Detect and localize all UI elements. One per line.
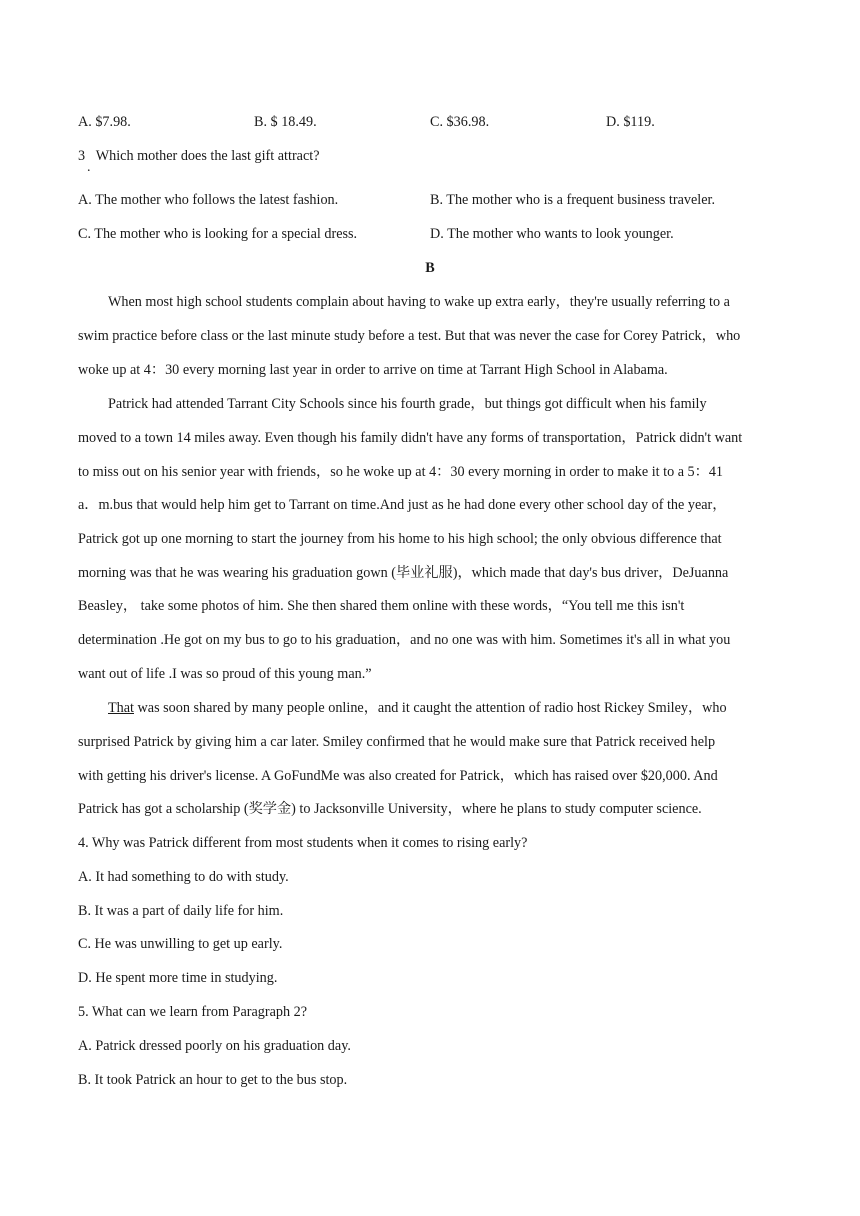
q2-option-c: C. $36.98. [430, 114, 490, 130]
p1-line-1: When most high school students complain about having to wake up extra early，they're usually referring to a [108, 294, 730, 310]
q2-option-a: A. $7.98. [78, 114, 131, 130]
p3-underlined-that: That [108, 700, 134, 716]
q5-option-a: A. Patrick dressed poorly on his graduation day. [78, 1038, 351, 1054]
q5-question: 5. What can we learn from Paragraph 2? [78, 1004, 308, 1020]
q3-dot: . [87, 160, 91, 175]
p3-line-3: with getting his driver's license. A GoFundMe was also created for Patrick，which has raised over $20,000. And [78, 768, 718, 784]
p2-line-9: want out of life .I was so proud of this young man.” [78, 666, 372, 682]
q3-question [78, 147, 320, 165]
p2-line-8: determination .He got on my bus to go to his graduation，and no one was with him. Sometimes it's all in what you [78, 632, 731, 648]
q4-option-d: D. He spent more time in studying. [78, 970, 278, 986]
q4-option-c: C. He was unwilling to get up early. [78, 936, 283, 952]
p2-line-6: morning was that he was wearing his graduation gown (毕业礼服)，which made that day's bus driver，DeJuanna [78, 565, 729, 581]
p2-line-4: a．m.bus that would help him get to Tarrant on time.And just as he had done every other school day of the year， [78, 497, 727, 513]
p1-line-2: swim practice before class or the last minute study before a test. But that was never the case for Corey Patrick，who [78, 328, 741, 344]
q2-option-d: D. $119. [606, 114, 655, 130]
p3-line-1-rest: was soon shared by many people online，and it caught the attention of radio host Rickey Smiley，who [134, 700, 727, 716]
p2-line-3: to miss out on his senior year with friends，so he woke up at 4：30 every morning in order to make it to a 5：41 [78, 464, 724, 480]
p2-line-1: Patrick had attended Tarrant City Schools since his fourth grade，but things got difficult when his family [108, 396, 707, 412]
p3-line-4: Patrick has got a scholarship (奖学金) to Jacksonville University，where he plans to study computer science. [78, 801, 702, 817]
q3-option-c: C. The mother who is looking for a special dress. [78, 226, 358, 242]
q3-option-a: A. The mother who follows the latest fashion. [78, 192, 339, 208]
p1-line-3: woke up at 4：30 every morning last year in order to arrive on time at Tarrant High School in Alabama. [78, 362, 668, 378]
q3-number: 3 [78, 148, 86, 164]
q4-question: 4. Why was Patrick different from most students when it comes to rising early? [78, 835, 528, 851]
p3-line-2: surprised Patrick by giving him a car later. Smiley confirmed that he would make sure that Patrick received help [78, 734, 716, 750]
section-title: B [425, 260, 435, 276]
p2-line-5: Patrick got up one morning to start the journey from his home to his high school; the only obvious difference that [78, 531, 722, 547]
q4-option-a: A. It had something to do with study. [78, 869, 289, 885]
q5-option-b: B. It took Patrick an hour to get to the bus stop. [78, 1072, 348, 1088]
q3-option-d: D. The mother who wants to look younger. [430, 226, 674, 242]
p2-line-7: Beasley， take some photos of him. She then shared them online with these words，“You tell me this isn't [78, 598, 685, 614]
q4-option-b: B. It was a part of daily life for him. [78, 903, 284, 919]
q3-option-b: B. The mother who is a frequent business traveler. [430, 192, 715, 208]
q3-text: Which mother does the last gift attract? [95, 148, 320, 164]
p3-line-1 [108, 699, 727, 717]
q2-option-b: B. $ 18.49. [254, 114, 317, 130]
p2-line-2: moved to a town 14 miles away. Even though his family didn't have any forms of transportation，Patrick didn't want [78, 430, 743, 446]
